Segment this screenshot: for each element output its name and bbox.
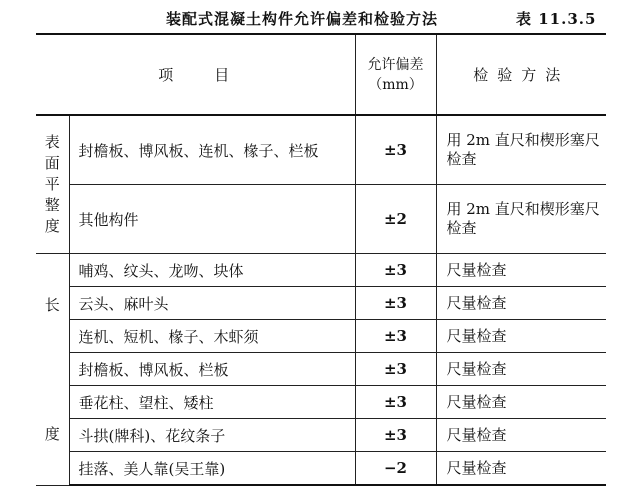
tolerance-cell: ±3 [355,386,436,419]
method-cell: 尺量检查 [436,320,606,353]
table-row [36,115,606,185]
table-row [36,353,606,386]
method-cell: 用 2m 直尺和楔形塞尺检查 [436,185,606,254]
caption-row [0,8,638,30]
header-method: 检验方法 [436,34,606,115]
table-row [36,452,606,486]
item-cell: 封檐板、博风板、栏板 [69,353,355,386]
item-cell: 斗拱(牌科)、花纹条子 [69,419,355,452]
tolerance-table [36,33,606,486]
item-cell: 连机、短机、椽子、木虾须 [69,320,355,353]
item-cell: 垂花柱、望柱、矮柱 [69,386,355,419]
tolerance-cell: ±2 [355,185,436,254]
table-row [36,254,606,287]
header-row [36,34,606,115]
table-row [36,419,606,452]
table-row [36,185,606,254]
table-row [36,320,606,353]
method-cell: 尺量检查 [436,386,606,419]
header-tolerance: 允许偏差 （mm） [355,34,436,115]
item-cell: 云头、麻叶头 [69,287,355,320]
group-label-length: 长 度 [36,254,69,486]
item-cell: 其他构件 [69,185,355,254]
table-row [36,386,606,419]
tolerance-cell: ±3 [355,254,436,287]
tolerance-cell: ±3 [355,419,436,452]
table-title: 装配式混凝土构件允许偏差和检验方法 [166,10,439,28]
group-label-flatness: 表 面 平 整 度 [36,115,69,254]
table-number: 表 11.3.5 [516,10,597,28]
header-item: 项 目 [36,34,355,115]
item-cell: 哺鸡、纹头、龙吻、块体 [69,254,355,287]
tolerance-cell: ±3 [355,320,436,353]
item-cell: 封檐板、博风板、连机、椽子、栏板 [69,115,355,185]
method-cell: 尺量检查 [436,254,606,287]
method-cell: 尺量检查 [436,452,606,486]
tolerance-cell: ±3 [355,353,436,386]
method-cell: 尺量检查 [436,419,606,452]
tolerance-cell: ±3 [355,287,436,320]
method-cell: 尺量检查 [436,287,606,320]
method-cell: 用 2m 直尺和楔形塞尺检查 [436,115,606,185]
tolerance-cell: ±3 [355,115,436,185]
method-cell: 尺量检查 [436,353,606,386]
item-cell: 挂落、美人靠(吴王靠) [69,452,355,486]
table-row [36,287,606,320]
tolerance-cell: −2 [355,452,436,486]
